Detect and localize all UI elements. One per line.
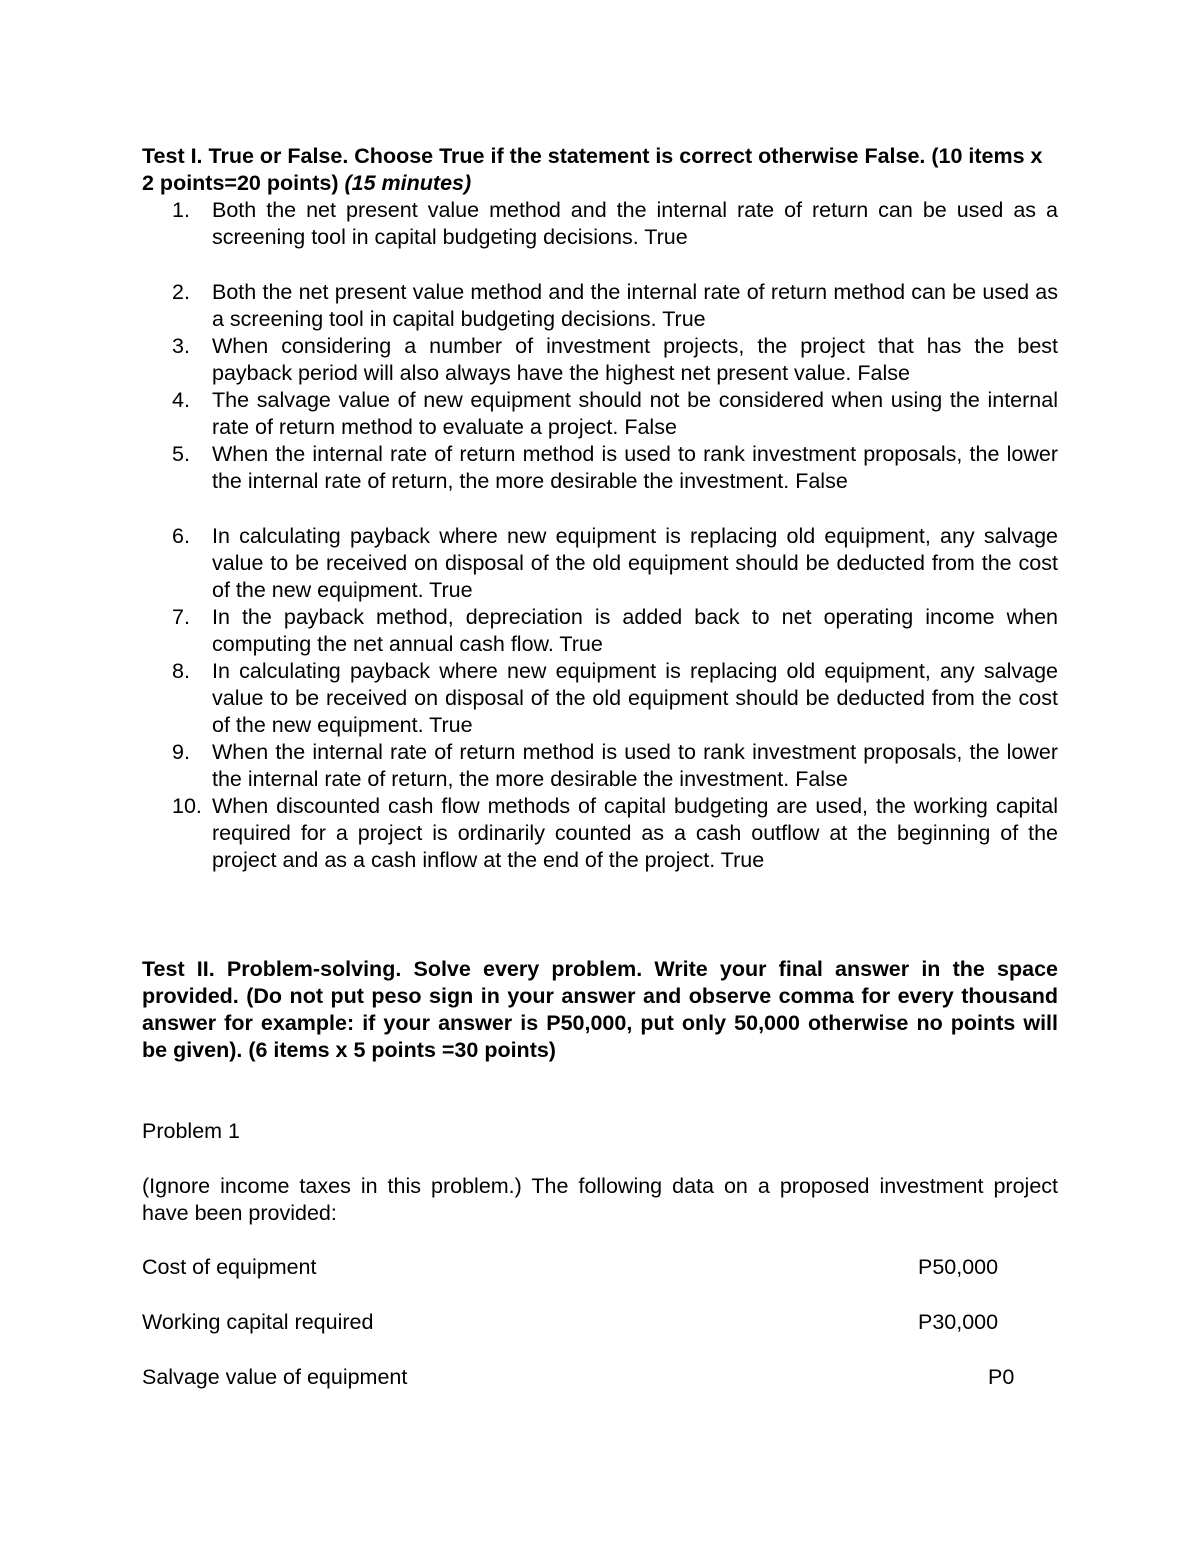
item-number: 8. <box>172 659 190 683</box>
item-number: 9. <box>172 740 190 764</box>
item-text: When considering a number of investment projects, the project that has the best payback period will also always have the highest net present value. False <box>212 334 1058 385</box>
item-number: 7. <box>172 605 190 629</box>
test1-heading-text: Test I. True or False. Choose True if the statement is correct otherwise False. (10 items x 2 points=20 points) <box>142 144 1043 195</box>
item-number: 3. <box>172 334 190 358</box>
item-number: 5. <box>172 442 190 466</box>
problem-intro: (Ignore income taxes in this problem.) The following data on a proposed investment project have been provided: <box>142 1174 1058 1225</box>
item-text: When the internal rate of return method is used to rank investment proposals, the lower the internal rate of return, the more desirable the investment. False <box>212 442 1058 493</box>
row-value: P30,000 <box>918 1310 999 1334</box>
row-value: P0 <box>988 1365 1015 1389</box>
item-text: Both the net present value method and the internal rate of return can be used as a screening tool in capital budgeting decisions. True <box>212 198 1058 249</box>
item-text: When discounted cash flow methods of capital budgeting are used, the working capital required for a project is ordinarily counted as a cash outflow at the beginning of the project and as a cash inflow at the end of the project. True <box>212 794 1058 872</box>
item-text: In calculating payback where new equipment is replacing old equipment, any salvage value to be received on disposal of the old equipment should be deducted from the cost of the new equipment. True <box>212 659 1058 737</box>
item-text: In calculating payback where new equipment is replacing old equipment, any salvage value to be received on disposal of the old equipment should be deducted from the cost of the new equipment. True <box>212 524 1058 602</box>
row-label: Salvage value of equipment <box>142 1365 408 1389</box>
test1-heading <box>142 143 1058 197</box>
data-row-salvage-value <box>142 1364 1022 1391</box>
item-number: 10. <box>172 794 202 818</box>
test1-time-note: (15 minutes) <box>344 171 472 195</box>
item-number: 4. <box>172 388 190 412</box>
item-number: 2. <box>172 280 190 304</box>
problem-title: Problem 1 <box>142 1119 240 1143</box>
item-number: 6. <box>172 524 190 548</box>
item-text: When the internal rate of return method is used to rank investment proposals, the lower the internal rate of return, the more desirable the investment. False <box>212 740 1058 791</box>
data-row-working-capital <box>142 1309 1022 1336</box>
row-value: P50,000 <box>918 1255 999 1279</box>
row-label: Working capital required <box>142 1310 374 1334</box>
data-row-cost-of-equipment <box>142 1254 1022 1281</box>
item-text: Both the net present value method and the internal rate of return method can be used as a screening tool in capital budgeting decisions. True <box>212 280 1058 331</box>
item-number: 1. <box>172 198 190 222</box>
test2-heading: Test II. Problem-solving. Solve every problem. Write your final answer in the space provided. (Do not put peso sign in your answer and observe comma for every thousand answer for example: if your answer is P50,000, put only 50,000 otherwise no points will be given). (6 items x 5 points =30 points) <box>142 957 1058 1062</box>
item-text: In the payback method, depreciation is added back to net operating income when computing the net annual cash flow. True <box>212 605 1058 656</box>
row-label: Cost of equipment <box>142 1255 317 1279</box>
item-text: The salvage value of new equipment should not be considered when using the internal rate of return method to evaluate a project. False <box>212 388 1058 439</box>
